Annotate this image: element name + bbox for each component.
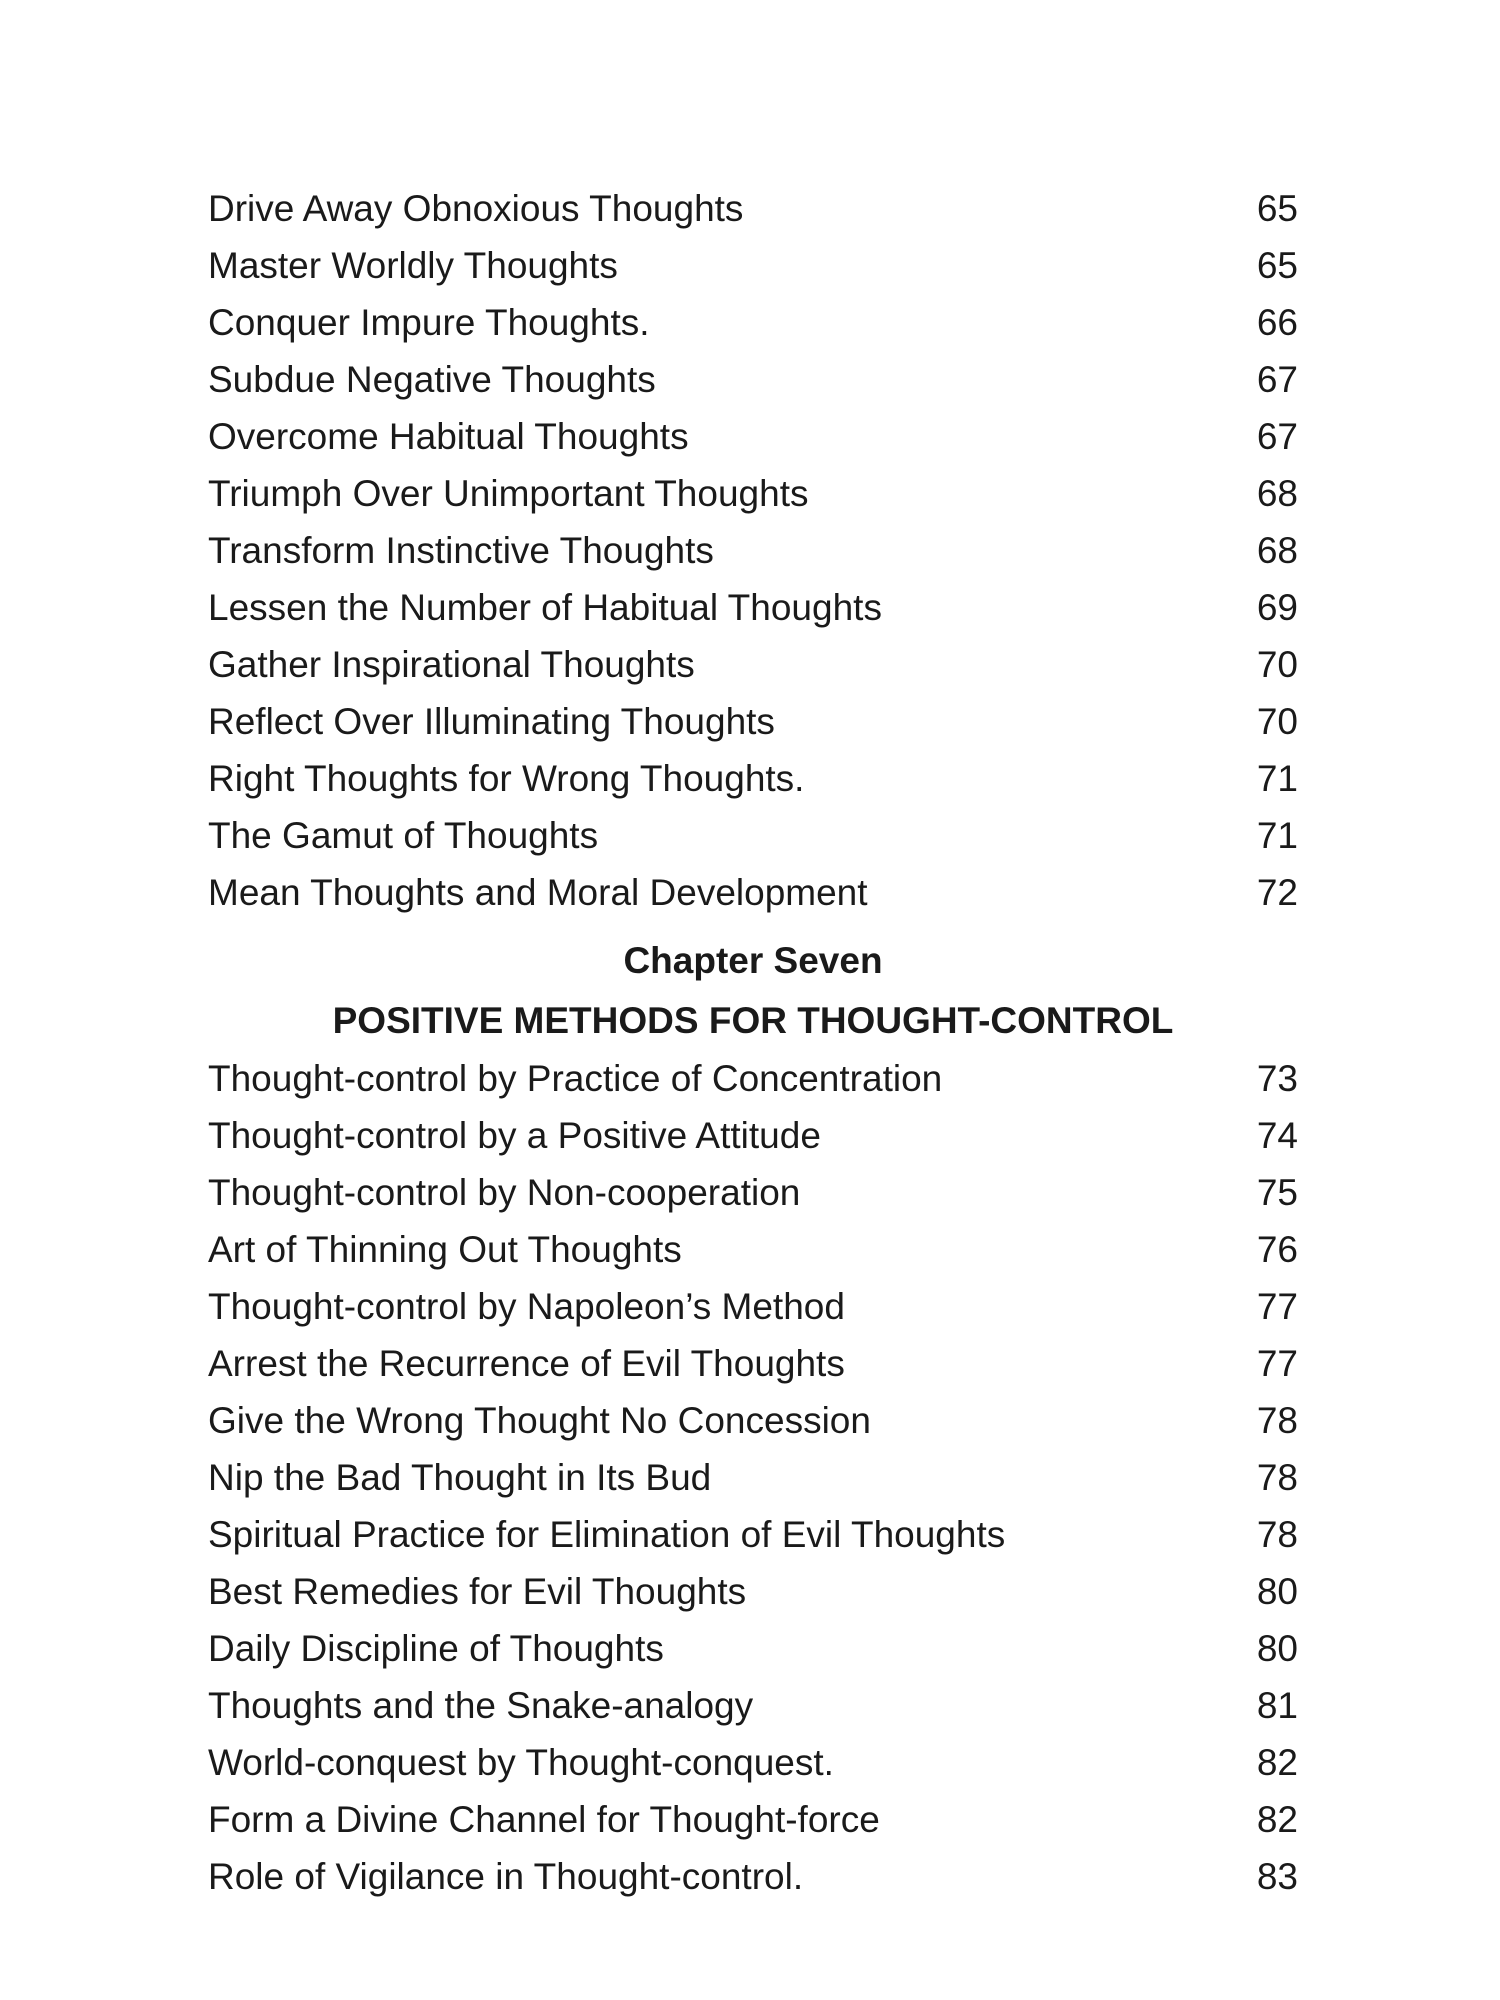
toc-entry-page-number: 77 (1228, 1278, 1298, 1335)
toc-entry (208, 294, 1298, 351)
toc-entry (208, 864, 1298, 921)
toc-entry-page-number: 67 (1228, 408, 1298, 465)
toc-entry-title: Mean Thoughts and Moral Development (208, 864, 874, 921)
toc-entry-title: The Gamut of Thoughts (208, 807, 604, 864)
toc-entry-title: Give the Wrong Thought No Concession (208, 1392, 877, 1449)
toc-entry-page-number: 81 (1228, 1677, 1298, 1734)
toc-entry (208, 807, 1298, 864)
toc-entry-page-number: 67 (1228, 351, 1298, 408)
toc-entry-title: Thought-control by Napoleon’s Method (208, 1278, 851, 1335)
toc-entry-page-number: 74 (1228, 1107, 1298, 1164)
toc-entry (208, 1278, 1298, 1335)
toc-entry (208, 1392, 1298, 1449)
toc-entry-title: Transform Instinctive Thoughts (208, 522, 720, 579)
toc-section-thought-types (208, 180, 1298, 921)
toc-entry-title: Role of Vigilance in Thought-control. (208, 1848, 809, 1905)
toc-entry (208, 180, 1298, 237)
toc-entry-page-number: 72 (1228, 864, 1298, 921)
toc-entry-title: Art of Thinning Out Thoughts (208, 1221, 688, 1278)
toc-entry (208, 1449, 1298, 1506)
toc-entry-page-number: 68 (1228, 522, 1298, 579)
toc-entry-title: Gather Inspirational Thoughts (208, 636, 701, 693)
toc-entry-page-number: 65 (1228, 237, 1298, 294)
toc-entry-title: Subdue Negative Thoughts (208, 351, 662, 408)
toc-entry-title: Triumph Over Unimportant Thoughts (208, 465, 814, 522)
toc-entry-title: Thought-control by Practice of Concentration (208, 1050, 948, 1107)
toc-entry (208, 1848, 1298, 1905)
toc-entry-page-number: 66 (1228, 294, 1298, 351)
toc-entry-page-number: 70 (1228, 693, 1298, 750)
toc-entry-title: Thought-control by Non-cooperation (208, 1164, 806, 1221)
toc-section-chapter-seven (208, 1050, 1298, 1905)
toc-entry-page-number: 70 (1228, 636, 1298, 693)
toc-entry-title: World-conquest by Thought-conquest. (208, 1734, 840, 1791)
toc-entry (208, 351, 1298, 408)
toc-entry (208, 1335, 1298, 1392)
toc-entry-page-number: 80 (1228, 1563, 1298, 1620)
toc-entry (208, 1677, 1298, 1734)
toc-entry-page-number: 78 (1228, 1449, 1298, 1506)
chapter-title: POSITIVE METHODS FOR THOUGHT-CONTROL (332, 1000, 1174, 1041)
toc-entry-title: Lessen the Number of Habitual Thoughts (208, 579, 888, 636)
toc-entry (208, 1791, 1298, 1848)
toc-entry (208, 579, 1298, 636)
toc-entry-page-number: 65 (1228, 180, 1298, 237)
toc-entry-page-number: 82 (1228, 1734, 1298, 1791)
toc-entry-title: Reflect Over Illuminating Thoughts (208, 693, 781, 750)
toc-entry-title: Daily Discipline of Thoughts (208, 1620, 670, 1677)
toc-entry (208, 1164, 1298, 1221)
toc-entry-page-number: 69 (1228, 579, 1298, 636)
toc-entry (208, 1506, 1298, 1563)
toc-entry-title: Thought-control by a Positive Attitude (208, 1107, 827, 1164)
toc-entry-title: Spiritual Practice for Elimination of Evil Thoughts (208, 1506, 1011, 1563)
toc-entry-page-number: 78 (1228, 1392, 1298, 1449)
toc-entry (208, 1107, 1298, 1164)
toc-entry (208, 237, 1298, 294)
toc-entry-page-number: 71 (1228, 807, 1298, 864)
toc-entry (208, 636, 1298, 693)
toc-entry (208, 1221, 1298, 1278)
toc-entry-page-number: 77 (1228, 1335, 1298, 1392)
toc-entry (208, 522, 1298, 579)
toc-entry (208, 1734, 1298, 1791)
toc-entry-page-number: 78 (1228, 1506, 1298, 1563)
toc-entry (208, 693, 1298, 750)
toc-entry-page-number: 83 (1228, 1848, 1298, 1905)
toc-entry-title: Drive Away Obnoxious Thoughts (208, 180, 749, 237)
toc-entry (208, 408, 1298, 465)
toc-entry-title: Master Worldly Thoughts (208, 237, 624, 294)
toc-entry (208, 1050, 1298, 1107)
toc-entry-page-number: 75 (1228, 1164, 1298, 1221)
toc-entry-title: Nip the Bad Thought in Its Bud (208, 1449, 717, 1506)
chapter-label: Chapter Seven (623, 940, 883, 981)
toc-entry-page-number: 73 (1228, 1050, 1298, 1107)
toc-entry-title: Overcome Habitual Thoughts (208, 408, 695, 465)
toc-entry (208, 750, 1298, 807)
toc-entry (208, 1620, 1298, 1677)
toc-entry (208, 1563, 1298, 1620)
toc-entry-page-number: 71 (1228, 750, 1298, 807)
toc-entry-title: Best Remedies for Evil Thoughts (208, 1563, 752, 1620)
toc-entry (208, 465, 1298, 522)
toc-entry-title: Thoughts and the Snake-analogy (208, 1677, 759, 1734)
toc-entry-page-number: 68 (1228, 465, 1298, 522)
toc-entry-page-number: 76 (1228, 1221, 1298, 1278)
toc-entry-page-number: 80 (1228, 1620, 1298, 1677)
toc-entry-title: Conquer Impure Thoughts. (208, 294, 656, 351)
toc-entry-page-number: 82 (1228, 1791, 1298, 1848)
toc-entry-title: Form a Divine Channel for Thought-force (208, 1791, 886, 1848)
toc-entry-title: Right Thoughts for Wrong Thoughts. (208, 750, 810, 807)
toc-entry-title: Arrest the Recurrence of Evil Thoughts (208, 1335, 851, 1392)
